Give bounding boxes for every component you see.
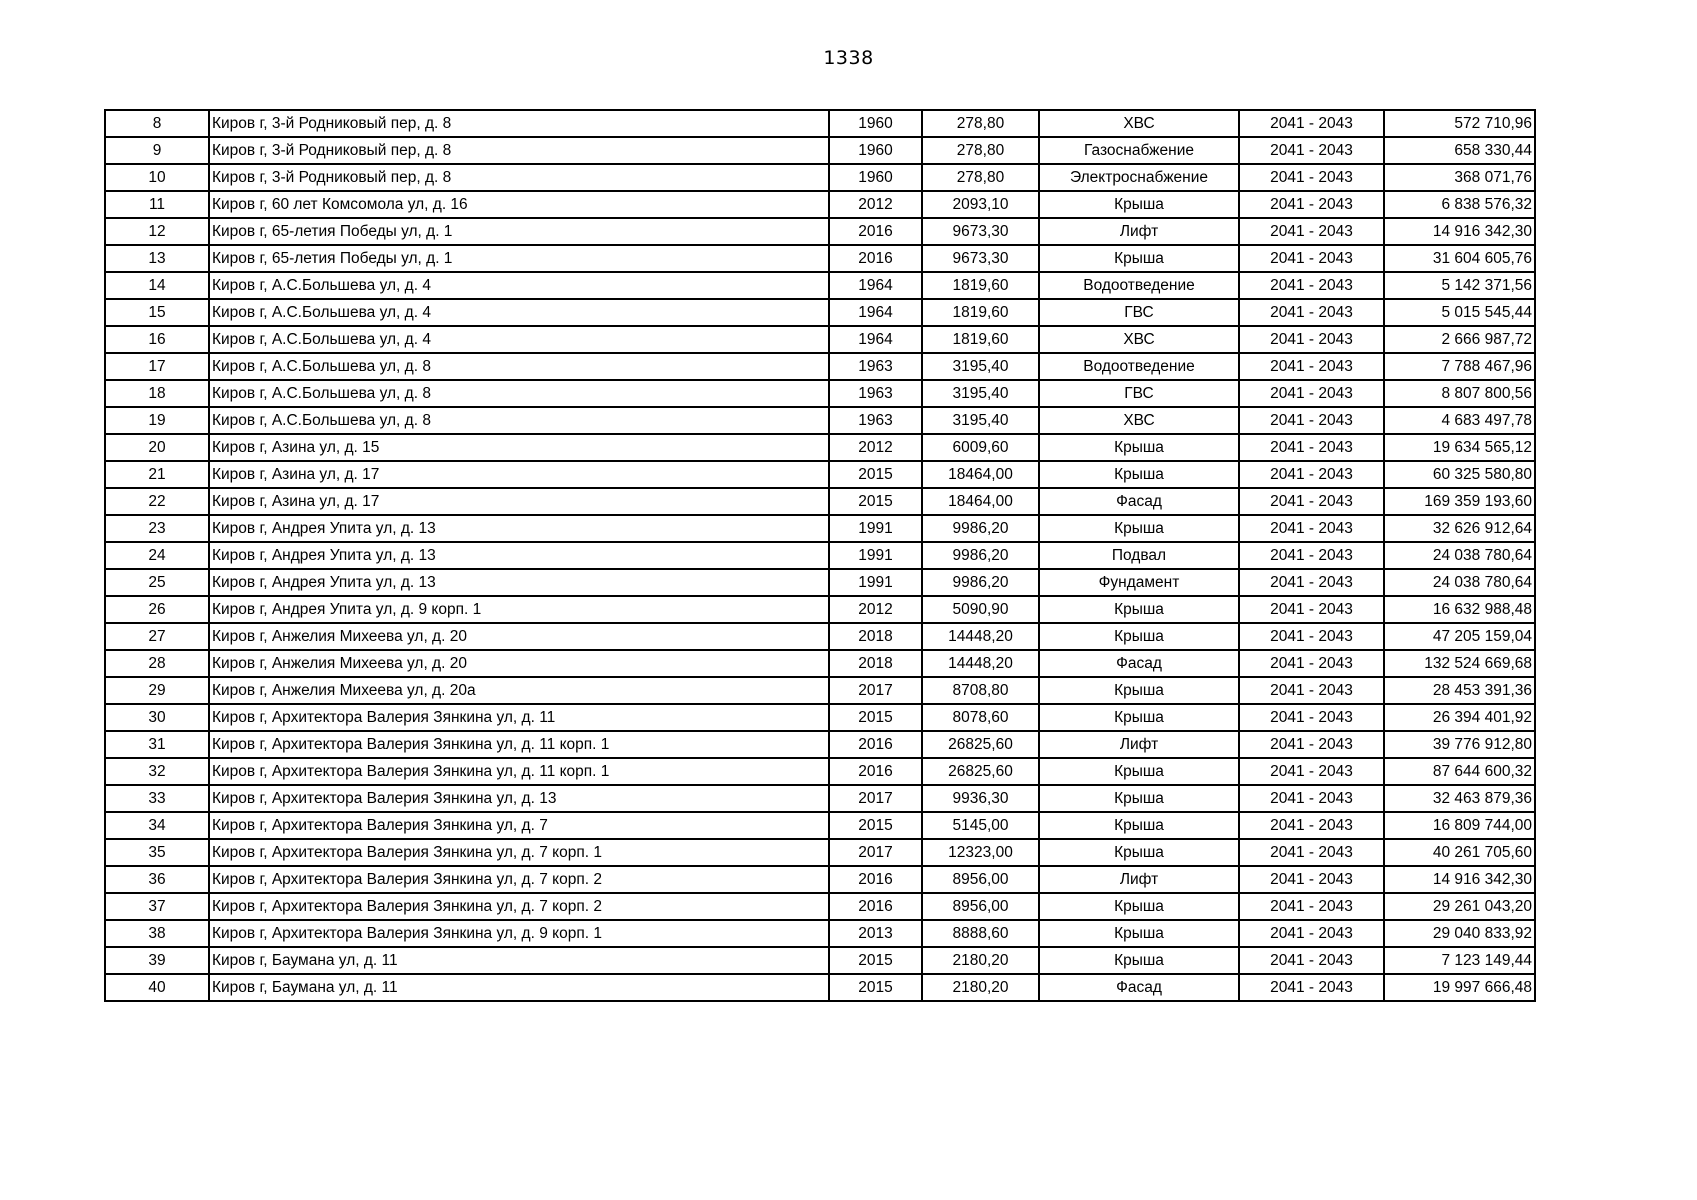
period-cell: 2041 - 2043 xyxy=(1239,542,1384,569)
work-type-cell: Крыша xyxy=(1039,920,1239,947)
period-cell: 2041 - 2043 xyxy=(1239,299,1384,326)
period-cell: 2041 - 2043 xyxy=(1239,677,1384,704)
period-cell: 2041 - 2043 xyxy=(1239,272,1384,299)
work-type-cell: Крыша xyxy=(1039,893,1239,920)
cost-cell: 29 261 043,20 xyxy=(1384,893,1535,920)
work-type-cell: Крыша xyxy=(1039,434,1239,461)
area-cell: 9986,20 xyxy=(922,542,1039,569)
period-cell: 2041 - 2043 xyxy=(1239,812,1384,839)
row-number: 32 xyxy=(105,758,209,785)
table-row xyxy=(105,758,1535,785)
work-type-cell: Крыша xyxy=(1039,758,1239,785)
area-cell: 8708,80 xyxy=(922,677,1039,704)
row-number: 9 xyxy=(105,137,209,164)
year-cell: 2015 xyxy=(829,947,922,974)
address-cell: Киров г, Архитектора Валерия Зянкина ул, д. 7 корп. 2 xyxy=(209,893,829,920)
cost-cell: 658 330,44 xyxy=(1384,137,1535,164)
period-cell: 2041 - 2043 xyxy=(1239,164,1384,191)
area-cell: 6009,60 xyxy=(922,434,1039,461)
work-type-cell: Фасад xyxy=(1039,974,1239,1001)
row-number: 31 xyxy=(105,731,209,758)
table-row xyxy=(105,920,1535,947)
work-type-cell: Крыша xyxy=(1039,947,1239,974)
work-type-cell: Крыша xyxy=(1039,704,1239,731)
area-cell: 8078,60 xyxy=(922,704,1039,731)
address-cell: Киров г, Архитектора Валерия Зянкина ул, д. 7 корп. 1 xyxy=(209,839,829,866)
area-cell: 8956,00 xyxy=(922,893,1039,920)
table-row xyxy=(105,569,1535,596)
period-cell: 2041 - 2043 xyxy=(1239,461,1384,488)
area-cell: 9673,30 xyxy=(922,245,1039,272)
work-type-cell: Крыша xyxy=(1039,677,1239,704)
area-cell: 2180,20 xyxy=(922,947,1039,974)
address-cell: Киров г, Баумана ул, д. 11 xyxy=(209,947,829,974)
area-cell: 3195,40 xyxy=(922,380,1039,407)
cost-cell: 16 632 988,48 xyxy=(1384,596,1535,623)
year-cell: 1991 xyxy=(829,569,922,596)
address-cell: Киров г, Андрея Упита ул, д. 13 xyxy=(209,542,829,569)
area-cell: 14448,20 xyxy=(922,650,1039,677)
cost-cell: 60 325 580,80 xyxy=(1384,461,1535,488)
row-number: 19 xyxy=(105,407,209,434)
period-cell: 2041 - 2043 xyxy=(1239,596,1384,623)
work-type-cell: Лифт xyxy=(1039,866,1239,893)
year-cell: 2015 xyxy=(829,461,922,488)
area-cell: 1819,60 xyxy=(922,272,1039,299)
address-cell: Киров г, Архитектора Валерия Зянкина ул, д. 13 xyxy=(209,785,829,812)
work-type-cell: Водоотведение xyxy=(1039,353,1239,380)
table-row xyxy=(105,596,1535,623)
year-cell: 2015 xyxy=(829,974,922,1001)
table-row xyxy=(105,272,1535,299)
cost-cell: 32 626 912,64 xyxy=(1384,515,1535,542)
row-number: 38 xyxy=(105,920,209,947)
cost-cell: 19 997 666,48 xyxy=(1384,974,1535,1001)
area-cell: 3195,40 xyxy=(922,353,1039,380)
cost-cell: 31 604 605,76 xyxy=(1384,245,1535,272)
cost-cell: 28 453 391,36 xyxy=(1384,677,1535,704)
area-cell: 9986,20 xyxy=(922,515,1039,542)
cost-cell: 7 123 149,44 xyxy=(1384,947,1535,974)
cost-cell: 8 807 800,56 xyxy=(1384,380,1535,407)
work-type-cell: Крыша xyxy=(1039,245,1239,272)
year-cell: 1960 xyxy=(829,164,922,191)
year-cell: 2013 xyxy=(829,920,922,947)
work-type-cell: Крыша xyxy=(1039,785,1239,812)
cost-cell: 16 809 744,00 xyxy=(1384,812,1535,839)
table-row xyxy=(105,650,1535,677)
table-row xyxy=(105,704,1535,731)
table-row xyxy=(105,326,1535,353)
cost-cell: 2 666 987,72 xyxy=(1384,326,1535,353)
table-row xyxy=(105,785,1535,812)
table-row xyxy=(105,218,1535,245)
area-cell: 9673,30 xyxy=(922,218,1039,245)
cost-cell: 132 524 669,68 xyxy=(1384,650,1535,677)
cost-cell: 368 071,76 xyxy=(1384,164,1535,191)
year-cell: 1964 xyxy=(829,272,922,299)
work-type-cell: ХВС xyxy=(1039,326,1239,353)
period-cell: 2041 - 2043 xyxy=(1239,218,1384,245)
work-type-cell: Крыша xyxy=(1039,515,1239,542)
row-number: 15 xyxy=(105,299,209,326)
table-row xyxy=(105,542,1535,569)
period-cell: 2041 - 2043 xyxy=(1239,758,1384,785)
table-row xyxy=(105,245,1535,272)
address-cell: Киров г, Андрея Упита ул, д. 13 xyxy=(209,569,829,596)
table-body xyxy=(105,110,1535,1001)
period-cell: 2041 - 2043 xyxy=(1239,353,1384,380)
address-cell: Киров г, А.С.Большева ул, д. 8 xyxy=(209,353,829,380)
year-cell: 2017 xyxy=(829,785,922,812)
work-type-cell: Фундамент xyxy=(1039,569,1239,596)
area-cell: 278,80 xyxy=(922,110,1039,137)
period-cell: 2041 - 2043 xyxy=(1239,326,1384,353)
address-cell: Киров г, Анжелия Михеева ул, д. 20 xyxy=(209,650,829,677)
period-cell: 2041 - 2043 xyxy=(1239,893,1384,920)
page-number: 1338 xyxy=(823,47,874,69)
address-cell: Киров г, Баумана ул, д. 11 xyxy=(209,974,829,1001)
row-number: 10 xyxy=(105,164,209,191)
address-cell: Киров г, Андрея Упита ул, д. 13 xyxy=(209,515,829,542)
row-number: 18 xyxy=(105,380,209,407)
table-row xyxy=(105,893,1535,920)
address-cell: Киров г, Архитектора Валерия Зянкина ул, д. 7 xyxy=(209,812,829,839)
work-type-cell: Подвал xyxy=(1039,542,1239,569)
year-cell: 2015 xyxy=(829,488,922,515)
address-cell: Киров г, Азина ул, д. 17 xyxy=(209,461,829,488)
work-type-cell: Фасад xyxy=(1039,650,1239,677)
row-number: 26 xyxy=(105,596,209,623)
year-cell: 1991 xyxy=(829,542,922,569)
address-cell: Киров г, 3-й Родниковый пер, д. 8 xyxy=(209,164,829,191)
row-number: 39 xyxy=(105,947,209,974)
period-cell: 2041 - 2043 xyxy=(1239,569,1384,596)
year-cell: 1963 xyxy=(829,380,922,407)
address-cell: Киров г, 65-летия Победы ул, д. 1 xyxy=(209,245,829,272)
row-number: 14 xyxy=(105,272,209,299)
year-cell: 2016 xyxy=(829,866,922,893)
cost-cell: 5 142 371,56 xyxy=(1384,272,1535,299)
address-cell: Киров г, Андрея Упита ул, д. 9 корп. 1 xyxy=(209,596,829,623)
period-cell: 2041 - 2043 xyxy=(1239,515,1384,542)
address-cell: Киров г, Анжелия Михеева ул, д. 20а xyxy=(209,677,829,704)
work-type-cell: Лифт xyxy=(1039,218,1239,245)
area-cell: 9986,20 xyxy=(922,569,1039,596)
area-cell: 5145,00 xyxy=(922,812,1039,839)
year-cell: 1960 xyxy=(829,137,922,164)
area-cell: 8956,00 xyxy=(922,866,1039,893)
address-cell: Киров г, А.С.Большева ул, д. 4 xyxy=(209,326,829,353)
year-cell: 2016 xyxy=(829,893,922,920)
table-row xyxy=(105,461,1535,488)
cost-cell: 19 634 565,12 xyxy=(1384,434,1535,461)
row-number: 17 xyxy=(105,353,209,380)
row-number: 24 xyxy=(105,542,209,569)
work-type-cell: ГВС xyxy=(1039,380,1239,407)
area-cell: 278,80 xyxy=(922,164,1039,191)
area-cell: 14448,20 xyxy=(922,623,1039,650)
table-row xyxy=(105,110,1535,137)
year-cell: 2015 xyxy=(829,812,922,839)
area-cell: 18464,00 xyxy=(922,488,1039,515)
cost-cell: 14 916 342,30 xyxy=(1384,866,1535,893)
area-cell: 26825,60 xyxy=(922,731,1039,758)
row-number: 34 xyxy=(105,812,209,839)
work-type-cell: Крыша xyxy=(1039,812,1239,839)
period-cell: 2041 - 2043 xyxy=(1239,731,1384,758)
address-cell: Киров г, Архитектора Валерия Зянкина ул, д. 7 корп. 2 xyxy=(209,866,829,893)
year-cell: 2018 xyxy=(829,650,922,677)
period-cell: 2041 - 2043 xyxy=(1239,488,1384,515)
cost-cell: 6 838 576,32 xyxy=(1384,191,1535,218)
cost-cell: 24 038 780,64 xyxy=(1384,569,1535,596)
area-cell: 3195,40 xyxy=(922,407,1039,434)
cost-cell: 26 394 401,92 xyxy=(1384,704,1535,731)
period-cell: 2041 - 2043 xyxy=(1239,245,1384,272)
row-number: 16 xyxy=(105,326,209,353)
row-number: 36 xyxy=(105,866,209,893)
work-type-cell: Крыша xyxy=(1039,461,1239,488)
row-number: 35 xyxy=(105,839,209,866)
table-row xyxy=(105,677,1535,704)
year-cell: 2016 xyxy=(829,758,922,785)
year-cell: 2012 xyxy=(829,596,922,623)
period-cell: 2041 - 2043 xyxy=(1239,623,1384,650)
year-cell: 1964 xyxy=(829,299,922,326)
cost-cell: 14 916 342,30 xyxy=(1384,218,1535,245)
row-number: 28 xyxy=(105,650,209,677)
row-number: 8 xyxy=(105,110,209,137)
period-cell: 2041 - 2043 xyxy=(1239,650,1384,677)
year-cell: 2012 xyxy=(829,191,922,218)
year-cell: 2016 xyxy=(829,245,922,272)
period-cell: 2041 - 2043 xyxy=(1239,110,1384,137)
address-cell: Киров г, А.С.Большева ул, д. 8 xyxy=(209,380,829,407)
row-number: 25 xyxy=(105,569,209,596)
work-type-cell: ХВС xyxy=(1039,110,1239,137)
row-number: 37 xyxy=(105,893,209,920)
cost-cell: 47 205 159,04 xyxy=(1384,623,1535,650)
period-cell: 2041 - 2043 xyxy=(1239,407,1384,434)
cost-cell: 87 644 600,32 xyxy=(1384,758,1535,785)
period-cell: 2041 - 2043 xyxy=(1239,866,1384,893)
address-cell: Киров г, Архитектора Валерия Зянкина ул, д. 11 xyxy=(209,704,829,731)
work-type-cell: Лифт xyxy=(1039,731,1239,758)
row-number: 21 xyxy=(105,461,209,488)
row-number: 11 xyxy=(105,191,209,218)
cost-cell: 40 261 705,60 xyxy=(1384,839,1535,866)
year-cell: 2017 xyxy=(829,677,922,704)
area-cell: 8888,60 xyxy=(922,920,1039,947)
period-cell: 2041 - 2043 xyxy=(1239,434,1384,461)
cost-cell: 7 788 467,96 xyxy=(1384,353,1535,380)
area-cell: 12323,00 xyxy=(922,839,1039,866)
work-type-cell: Крыша xyxy=(1039,623,1239,650)
area-cell: 9936,30 xyxy=(922,785,1039,812)
address-cell: Киров г, 65-летия Победы ул, д. 1 xyxy=(209,218,829,245)
work-type-cell: Крыша xyxy=(1039,596,1239,623)
year-cell: 2018 xyxy=(829,623,922,650)
row-number: 22 xyxy=(105,488,209,515)
year-cell: 1963 xyxy=(829,407,922,434)
address-cell: Киров г, Архитектора Валерия Зянкина ул, д. 11 корп. 1 xyxy=(209,758,829,785)
row-number: 13 xyxy=(105,245,209,272)
address-cell: Киров г, Архитектора Валерия Зянкина ул, д. 11 корп. 1 xyxy=(209,731,829,758)
address-cell: Киров г, А.С.Большева ул, д. 4 xyxy=(209,272,829,299)
period-cell: 2041 - 2043 xyxy=(1239,947,1384,974)
table-row xyxy=(105,137,1535,164)
period-cell: 2041 - 2043 xyxy=(1239,704,1384,731)
area-cell: 1819,60 xyxy=(922,326,1039,353)
table-row xyxy=(105,434,1535,461)
row-number: 30 xyxy=(105,704,209,731)
cost-cell: 29 040 833,92 xyxy=(1384,920,1535,947)
period-cell: 2041 - 2043 xyxy=(1239,137,1384,164)
work-type-cell: Водоотведение xyxy=(1039,272,1239,299)
address-cell: Киров г, Азина ул, д. 17 xyxy=(209,488,829,515)
period-cell: 2041 - 2043 xyxy=(1239,191,1384,218)
year-cell: 1960 xyxy=(829,110,922,137)
work-type-cell: ГВС xyxy=(1039,299,1239,326)
area-cell: 1819,60 xyxy=(922,299,1039,326)
row-number: 27 xyxy=(105,623,209,650)
period-cell: 2041 - 2043 xyxy=(1239,380,1384,407)
table-row xyxy=(105,947,1535,974)
table-row xyxy=(105,407,1535,434)
address-cell: Киров г, 3-й Родниковый пер, д. 8 xyxy=(209,137,829,164)
area-cell: 5090,90 xyxy=(922,596,1039,623)
registry-table xyxy=(104,109,1536,1002)
table-row xyxy=(105,191,1535,218)
cost-cell: 4 683 497,78 xyxy=(1384,407,1535,434)
cost-cell: 24 038 780,64 xyxy=(1384,542,1535,569)
table-row xyxy=(105,299,1535,326)
table-row xyxy=(105,353,1535,380)
period-cell: 2041 - 2043 xyxy=(1239,839,1384,866)
address-cell: Киров г, 60 лет Комсомола ул, д. 16 xyxy=(209,191,829,218)
work-type-cell: Фасад xyxy=(1039,488,1239,515)
area-cell: 2093,10 xyxy=(922,191,1039,218)
area-cell: 26825,60 xyxy=(922,758,1039,785)
address-cell: Киров г, А.С.Большева ул, д. 8 xyxy=(209,407,829,434)
table-row xyxy=(105,866,1535,893)
table-row xyxy=(105,164,1535,191)
period-cell: 2041 - 2043 xyxy=(1239,974,1384,1001)
cost-cell: 32 463 879,36 xyxy=(1384,785,1535,812)
area-cell: 18464,00 xyxy=(922,461,1039,488)
address-cell: Киров г, Азина ул, д. 15 xyxy=(209,434,829,461)
year-cell: 2015 xyxy=(829,704,922,731)
period-cell: 2041 - 2043 xyxy=(1239,920,1384,947)
year-cell: 2016 xyxy=(829,731,922,758)
address-cell: Киров г, Анжелия Михеева ул, д. 20 xyxy=(209,623,829,650)
work-type-cell: Электроснабжение xyxy=(1039,164,1239,191)
year-cell: 1963 xyxy=(829,353,922,380)
table-row xyxy=(105,812,1535,839)
cost-cell: 5 015 545,44 xyxy=(1384,299,1535,326)
cost-cell: 572 710,96 xyxy=(1384,110,1535,137)
row-number: 23 xyxy=(105,515,209,542)
work-type-cell: ХВС xyxy=(1039,407,1239,434)
work-type-cell: Газоснабжение xyxy=(1039,137,1239,164)
table-row xyxy=(105,839,1535,866)
table-row xyxy=(105,623,1535,650)
row-number: 40 xyxy=(105,974,209,1001)
year-cell: 2017 xyxy=(829,839,922,866)
table-row xyxy=(105,731,1535,758)
row-number: 29 xyxy=(105,677,209,704)
table-row xyxy=(105,974,1535,1001)
address-cell: Киров г, Архитектора Валерия Зянкина ул, д. 9 корп. 1 xyxy=(209,920,829,947)
area-cell: 278,80 xyxy=(922,137,1039,164)
address-cell: Киров г, 3-й Родниковый пер, д. 8 xyxy=(209,110,829,137)
work-type-cell: Крыша xyxy=(1039,191,1239,218)
year-cell: 1964 xyxy=(829,326,922,353)
cost-cell: 39 776 912,80 xyxy=(1384,731,1535,758)
row-number: 33 xyxy=(105,785,209,812)
work-type-cell: Крыша xyxy=(1039,839,1239,866)
period-cell: 2041 - 2043 xyxy=(1239,785,1384,812)
year-cell: 2016 xyxy=(829,218,922,245)
table-row xyxy=(105,380,1535,407)
year-cell: 1991 xyxy=(829,515,922,542)
row-number: 20 xyxy=(105,434,209,461)
year-cell: 2012 xyxy=(829,434,922,461)
table-row xyxy=(105,488,1535,515)
area-cell: 2180,20 xyxy=(922,974,1039,1001)
cost-cell: 169 359 193,60 xyxy=(1384,488,1535,515)
address-cell: Киров г, А.С.Большева ул, д. 4 xyxy=(209,299,829,326)
table-row xyxy=(105,515,1535,542)
row-number: 12 xyxy=(105,218,209,245)
